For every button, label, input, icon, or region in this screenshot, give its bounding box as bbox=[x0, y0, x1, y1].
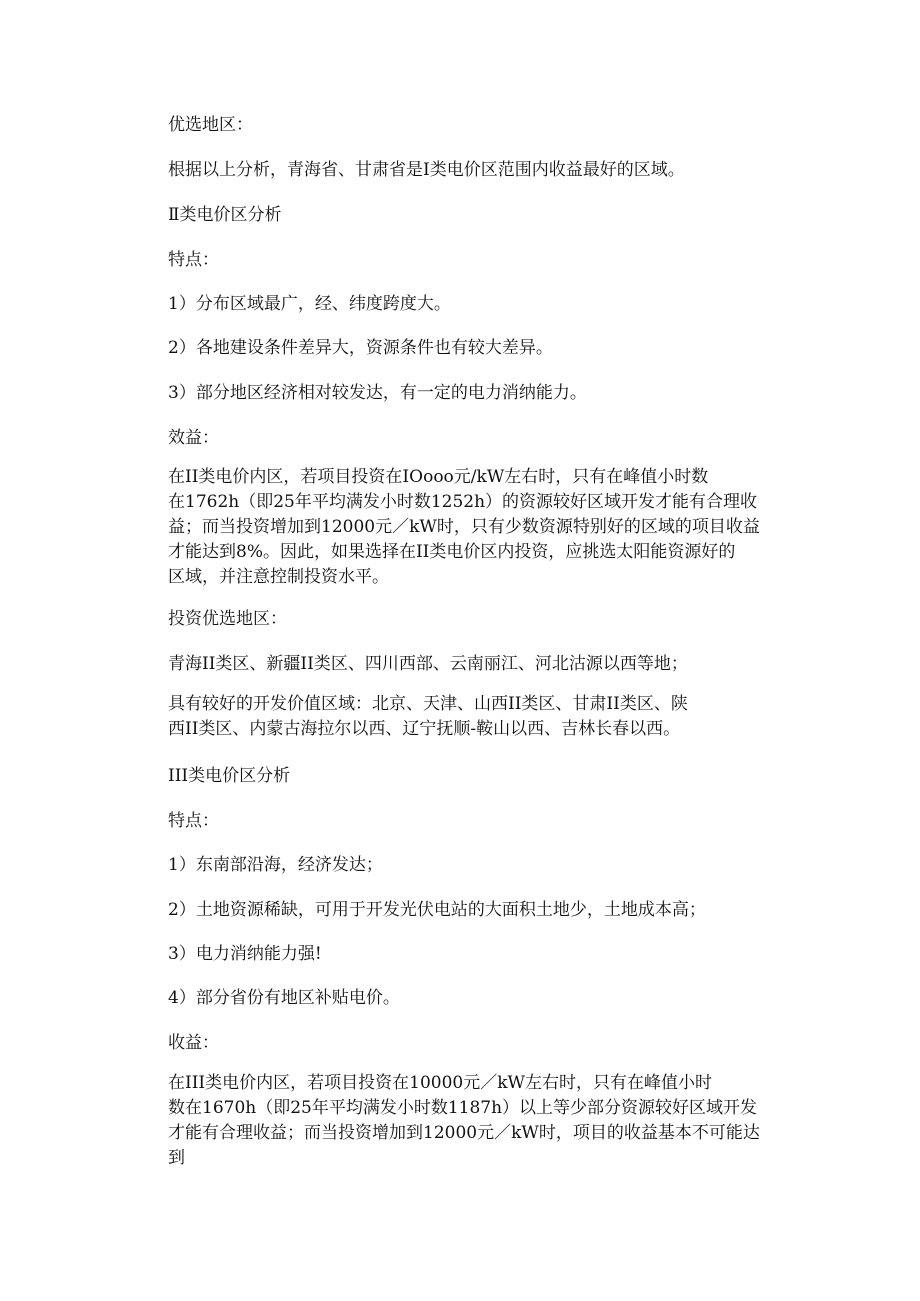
good-value-paragraph bbox=[168, 692, 788, 742]
invest-preferred-label: 投资优选地区： bbox=[168, 609, 287, 629]
paragraph-line: 具有较好的开发价值区域：北京、天津、山西II类区、甘肃II类区、陕 bbox=[168, 694, 688, 714]
preferred-region-label: 优选地区： bbox=[168, 115, 253, 135]
feature-item: 2）土地资源稀缺，可用于开发光伏电站的大面积土地少，土地成本高； bbox=[168, 900, 706, 920]
paragraph-line: 在III类电价内区，若项目投资在10000元／kW左右时，只有在峰值小时 bbox=[168, 1073, 712, 1093]
paragraph-line: 数在1670h（即25年平均满发小时数1187h）以上等少部分资源较好区域开发 bbox=[168, 1098, 758, 1118]
income-label: 收益： bbox=[168, 1033, 219, 1053]
section-2-title: Ⅱ类电价区分析 bbox=[168, 205, 282, 225]
feature-item: 1）东南部沿海，经济发达； bbox=[168, 855, 383, 875]
paragraph-line: 区域，并注意控制投资水平。 bbox=[168, 567, 389, 587]
features-label: 特点： bbox=[168, 250, 219, 270]
paragraph-line: 在II类电价内区，若项目投资在IOooo元/kW左右时，只有在峰值小时数 bbox=[168, 467, 709, 487]
features-label: 特点： bbox=[168, 811, 219, 831]
income-paragraph bbox=[168, 1071, 788, 1171]
invest-preferred-text: 青海II类区、新疆II类区、四川西部、云南丽江、河北沽源以西等地； bbox=[168, 654, 688, 674]
benefit-label: 效益： bbox=[168, 428, 219, 448]
feature-item: 3）电力消纳能力强! bbox=[168, 944, 322, 964]
feature-item: 2）各地建设条件差异大，资源条件也有较大差异。 bbox=[168, 338, 553, 358]
benefit-paragraph bbox=[168, 465, 788, 590]
paragraph-line: 益；而当投资增加到12000元／kW时，只有少数资源特别好的区域的项目收益 bbox=[168, 517, 760, 537]
section-3-title: III类电价区分析 bbox=[168, 766, 291, 786]
paragraph-line: 才能达到8%。因此，如果选择在II类电价区内投资，应挑选太阳能资源好的 bbox=[168, 542, 736, 562]
conclusion-text: 根据以上分析，青海省、甘肃省是Ⅰ类电价区范围内收益最好的区域。 bbox=[168, 160, 685, 180]
paragraph-line: 才能有合理收益；而当投资增加到12000元／kW时，项目的收益基本不可能达 bbox=[168, 1123, 760, 1143]
paragraph-line: 西II类区、内蒙古海拉尔以西、辽宁抚顺-鞍山以西、吉林长春以西。 bbox=[168, 719, 681, 739]
feature-item: 4）部分省份有地区补贴电价。 bbox=[168, 988, 400, 1008]
paragraph-line: 到 bbox=[168, 1148, 185, 1168]
feature-item: 3）部分地区经济相对较发达，有一定的电力消纳能力。 bbox=[168, 383, 587, 403]
paragraph-line: 在1762h（即25年平均满发小时数1252h）的资源较好区域开发才能有合理收 bbox=[168, 492, 758, 512]
feature-item: 1）分布区域最广，经、纬度跨度大。 bbox=[168, 294, 451, 314]
